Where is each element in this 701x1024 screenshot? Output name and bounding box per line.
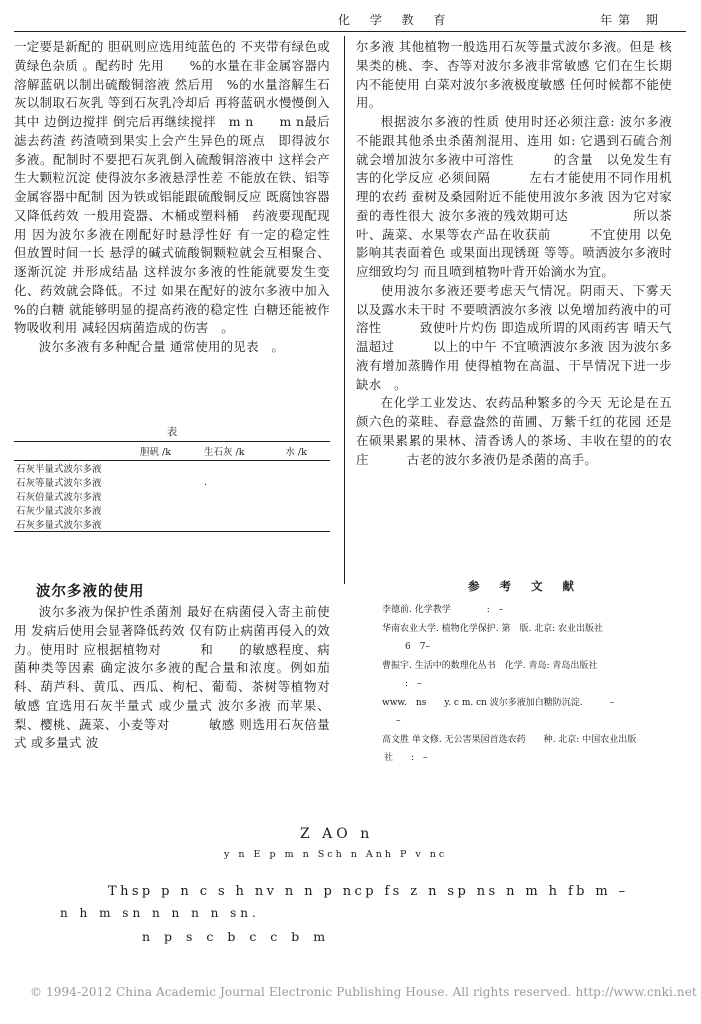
paragraph: 在化学工业发达、农药品种繁多的今天 无论是在五颜六色的菜畦、春意盎然的苗圃、万紫千红的花园 还是在硕果累累的果林、清香诱人的茶场、丰收在望的的农庄 古老的波尔多液仍是杀菌的高手。 [356,395,672,467]
reference-item: www. ns y. c m. cn 波尔多液加白糖防沉淀. – [382,697,615,708]
table-cell [138,475,202,489]
table-cell: 石灰多量式波尔多液 [16,520,102,531]
table-cell [202,461,283,476]
reference-continuation: 6 7– [396,642,430,652]
column-divider [344,36,345,584]
table-cell [138,503,202,517]
table-cell: 石灰半量式波尔多液 [16,464,102,475]
reference-item: 高文胜 单文修. 无公害果园首选农药 种. 北京: 中国农业出版社 : – [382,734,637,763]
paragraph: 波尔多液有多种配合量 通常使用的见表 。 [38,339,285,354]
table-cell: . [204,476,208,488]
table-row [14,503,330,517]
table-header-cell: 胆矾 /k [140,447,171,458]
issue-label: 年第 期 [600,13,664,27]
table-cell [138,461,202,476]
paragraph: 尔多液 其他植物一般选用石灰等量式波尔多液。但是 核果类的桃、李、杏等对波尔多液非常敏感 它们在生长期内不能使用 白菜对波尔多液极度敏感 任何时候都不能使用。 [356,39,672,111]
english-authors: y n E p m n Sch n Anh P v nc [224,849,448,860]
table-header-cell [14,442,138,461]
table-cell: 石灰倍量式波尔多液 [16,492,102,503]
table-cell [283,503,330,517]
reference-continuation: – [396,716,401,726]
journal-title: 化 学 教 育 [338,13,454,27]
header-rule [14,31,686,32]
table-cell [138,517,202,532]
right-column [356,38,672,469]
table-cell [202,489,283,503]
table-cell [283,475,330,489]
table-cell [202,503,283,517]
paragraph: 根据波尔多液的性质 使用时还必须注意: 波尔多液不能跟其他杀虫杀菌剂混用、连用 如: 它遇到石硫合剂就会增加波尔多液中可溶性 的含量 以免发生有害的化学反应 必须间隔 左右才能使用不同作用机理的农药 蚕树及桑园附近不能使用波尔多液 因为它对家蚕的毒性很大 波尔多液的残效期可达 所以茶叶、蔬菜、水果等农产品在收获前 不宜使用 以免影响其表面着色 或果面出现锈斑 等等。喷洒波尔多液时应细致均匀 而且喷到植物叶背开始滴水为宜。 [356,114,672,279]
table-cell [283,517,330,532]
table-cell [283,489,330,503]
table-cell: 石灰等量式波尔多液 [16,478,102,489]
table-row [14,461,330,476]
references-heading: 参 考 文 献 [468,579,583,593]
table-title: 表 [166,426,178,438]
references-list [384,601,674,768]
english-title: Z AO n [300,826,374,842]
paragraph: 一定要是新配的 胆矾则应选用纯蓝色的 不夹带有绿色或黄绿色杂质 。配药时 先用 %的水量在非金属容器内溶解蓝矾以制出硫酸铜溶液 然后用 %的水量溶解生石灰以制取石灰乳 等到石灰乳冷却后 再将蓝矾水慢慢倒入其中 边倒边搅拌 倒完后再继续搅拌 m n m n最后滤去药渣 药渣喷到果实上会产生异色的斑点 即得波尔多液。配制时不要把石灰乳倒入硫酸铜溶液中 这样会产生大颗粒沉淀 使得波尔多液悬浮性差 不能放在铁、铝等金属容器中配制 因为铁或铝能跟硫酸铜反应 既腐蚀容器又降低药效 一般用瓷器、木桶或塑料桶 药液要现配现用 因为波尔多液在刚配好时悬浮性好 有一定的稳定性 但放置时间一长 悬浮的碱式硫酸铜颗粒就会互相聚合、逐渐沉淀 并形成结晶 这样波尔多液的性能就要发生变化、药效就会降低。不过 如果在配好的波尔多液中加入 %的白糖 就能够明显的提高药液的稳定性 白糖还能被作物吸收利用 减轻因病菌造成的伤害 。 [14,39,343,336]
table-header-row [14,442,330,461]
section-heading: 波尔多液的使用 [36,584,145,600]
table-header-cell: 生石灰 /k [204,447,245,458]
english-abstract-line: Thsp p n c s h nv n n p ncp fs z n sp ns n m h fb m – [108,884,629,899]
reference-continuation: : – [396,679,422,689]
paragraph: 波尔多液为保护性杀菌剂 最好在病菌侵入寄主前使用 发病后使用会显著降低药效 仅有防止病菌再侵入的效力。使用时 应根据植物对 和 的敏感程度、病菌种类等因素 确定波尔多液的配合量和浓度。例如茄科、葫芦科、黄瓜、西瓜、枸杞、葡萄、茶树等植物对 敏感 宜选用石灰半量式 或少量式 波尔多液 而苹果、梨、樱桃、蔬菜、小麦等对 敏感 则选用石灰倍量式 或多量式 波 [14,604,356,751]
english-abstract-line: n h m sn n n n n sn. [60,906,260,920]
english-abstract-line: n p s c b c c b m [142,929,331,944]
table-row [14,489,330,503]
mix-table-block [14,424,330,532]
reference-item: 华南农业大学. 植物化学保护. 第 版. 北京: 农业出版社 [382,623,604,634]
table-row [14,517,330,532]
reference-item: 李德前. 化学教学 : – [382,605,504,615]
left-column-bottom [14,603,356,753]
reference-item: 曹振宇. 生活中的数理化丛书 化学. 青岛: 青岛出版社 [382,660,598,671]
left-column-top [14,38,343,357]
mix-table [14,441,330,532]
table-cell [138,489,202,503]
copyright-footer: © 1994-2012 China Academic Journal Electronic Publishing House. All rights reserved. http://www.cnki.net [30,985,697,999]
table-cell: 石灰少量式波尔多液 [16,506,102,517]
table-cell [283,461,330,476]
table-cell [202,517,283,532]
table-row [14,475,330,489]
paragraph: 使用波尔多液还要考虑天气情况。阴雨天、下雾天 以及露水未干时 不要喷洒波尔多液 以免增加药液中的可溶性 致使叶片灼伤 即造成所谓的风雨药害 晴天气温超过 以上的中午 不宜喷洒波尔多液 因为波尔多液有增加蒸腾作用 使得植物在高温、干旱情况下进一步缺水 。 [356,282,672,392]
table-header-cell: 水 /k [285,447,307,458]
